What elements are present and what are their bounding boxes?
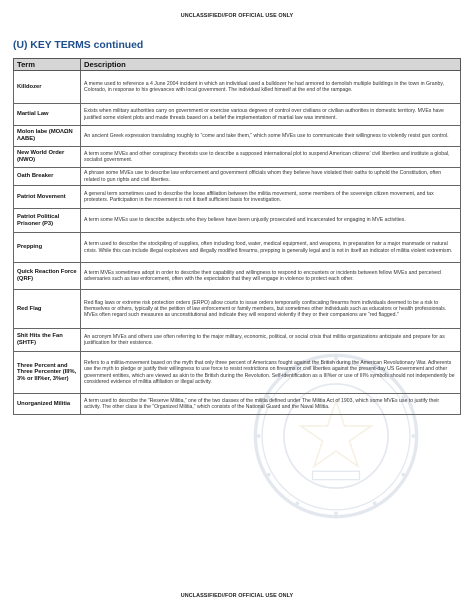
table-row xyxy=(14,147,461,168)
term-cell: Unorganized Militia xyxy=(14,394,81,415)
table-row xyxy=(14,209,461,233)
header-classification-marking: UNCLASSIFIED//FOR OFFICIAL USE ONLY xyxy=(180,13,294,19)
term-cell: Quick Reaction Force (QRF) xyxy=(14,263,81,290)
table-header-row xyxy=(14,59,461,71)
term-cell: Oath Breaker xyxy=(14,168,81,186)
table-row xyxy=(14,352,461,394)
term-cell: Killdozer xyxy=(14,71,81,104)
column-header-description: Description xyxy=(81,59,461,71)
term-cell: Molon labe (ΜΟΛΩΝ ΛΑΒΕ) xyxy=(14,126,81,147)
description-cell: A phrase some MVEs use to describe law enforcement and government officials whom they believe have violated their oaths to uphold the Constitution, often related to gun rights and civil liberties. xyxy=(81,168,461,186)
column-header-term: Term xyxy=(14,59,81,71)
table-row xyxy=(14,263,461,290)
description-cell: An ancient Greek expression translating roughly to “come and take them,” which some MVEs use to communicate their willingness to violently resist gun control. xyxy=(81,126,461,147)
term-cell: Martial Law xyxy=(14,104,81,126)
footer-classification-marking: UNCLASSIFIED//FOR OFFICIAL USE ONLY xyxy=(180,593,294,599)
term-cell: Patriot Movement xyxy=(14,186,81,209)
table-row xyxy=(14,329,461,352)
description-cell: A term used to describe the stockpiling of supplies, often including food, water, medical equipment, and weapons, in preparation for a major manmade or natural crisis. While this can include illegal explosives and illegally modified firearms, prepping is generally legal and is not in itself an indicator of militia violent extremism. xyxy=(81,233,461,263)
description-cell: Red flag laws or extreme risk protection orders (ERPO) allow courts to issue orders temporarily confiscating firearms from individuals deemed to be a risk to themselves or others, typically at the petition of law enforcement or family members, but sometimes other individuals such as educators or health professionals. MVEs often regard such measures as unconstitutional and indicate they will respond violently if they or their companions are “red flagged.” xyxy=(81,290,461,329)
table-row xyxy=(14,290,461,329)
description-cell: A term some MVEs use to describe subjects who they believe have been unjustly prosecuted and incarcerated for engaging in MVE activities. xyxy=(81,209,461,233)
term-cell: Shit Hits the Fan (SHTF) xyxy=(14,329,81,352)
term-cell: New World Order (NWO) xyxy=(14,147,81,168)
key-terms-table xyxy=(13,58,461,415)
term-cell: Red Flag xyxy=(14,290,81,329)
table-row xyxy=(14,168,461,186)
term-cell: Three Percent and Three Percenter (III%, 3% or III%er, 3%er) xyxy=(14,352,81,394)
description-cell: A general term sometimes used to describe the loose affiliation between the militia movement, some members of the sovereign citizen movement, and tax protesters. Participation in the movement is not it itself sufficient basis for investigation. xyxy=(81,186,461,209)
table-row xyxy=(14,394,461,415)
description-cell: An acronym MVEs and others use often referring to the major military, economic, political, or social crisis that militia organizations anticipate and prepare for as justification for their existence. xyxy=(81,329,461,352)
description-cell: A term some MVEs and other conspiracy theorists use to describe a supposed international plot to suspend American citizens’ civil liberties and institute a global, socialist government. xyxy=(81,147,461,168)
term-cell: Patriot Political Prisoner (P3) xyxy=(14,209,81,233)
description-cell: Refers to a militia-movement based on the myth that only three percent of Americans fought against the British during the American Revolutionary War. Adherents use the myth to pledge or justify their willingness to use force to resist restrictions on firearms or civil liberties against the present-day US Government and other government entities, which are viewed as akin to the British during the Revolution. Self-identification as a III%er or use of III% symbols should not independently be considered evidence of militia affiliation or illegal activity. xyxy=(81,352,461,394)
description-cell: A term MVEs sometimes adopt in order to describe their capability and willingness to respond to encounters or incidents between fellow MVEs and perceived adversaries such as law enforcement, often with the expectation that they will engage in violence to protect each other. xyxy=(81,263,461,290)
table-row xyxy=(14,186,461,209)
table-row xyxy=(14,71,461,104)
table-row xyxy=(14,126,461,147)
term-cell: Prepping xyxy=(14,233,81,263)
table-row xyxy=(14,233,461,263)
section-title: (U) KEY TERMS continued xyxy=(13,40,144,51)
description-cell: A meme used to reference a 4 June 2004 incident in which an individual used a bulldozer he had armored to demolish multiple buildings in the town in Granby, Colorado, in response to his grievances with local government. The individual killed himself at the end of the rampage. xyxy=(81,71,461,104)
description-cell: Exists when military authorities carry on government or exercise various degrees of control over civilians or civilian authorities in domestic territory. MVEs have justified some violent plots and made threats based on a belief the implementation of martial law was imminent. xyxy=(81,104,461,126)
description-cell: A term used to describe the “Reserve Militia,” one of the two classes of the militia defined under The Militia Act of 1903, which some MVEs use to justify their activity. The other class is the “Organized Militia,” which consists of the National Guard and the Naval Militia. xyxy=(81,394,461,415)
table-row xyxy=(14,104,461,126)
